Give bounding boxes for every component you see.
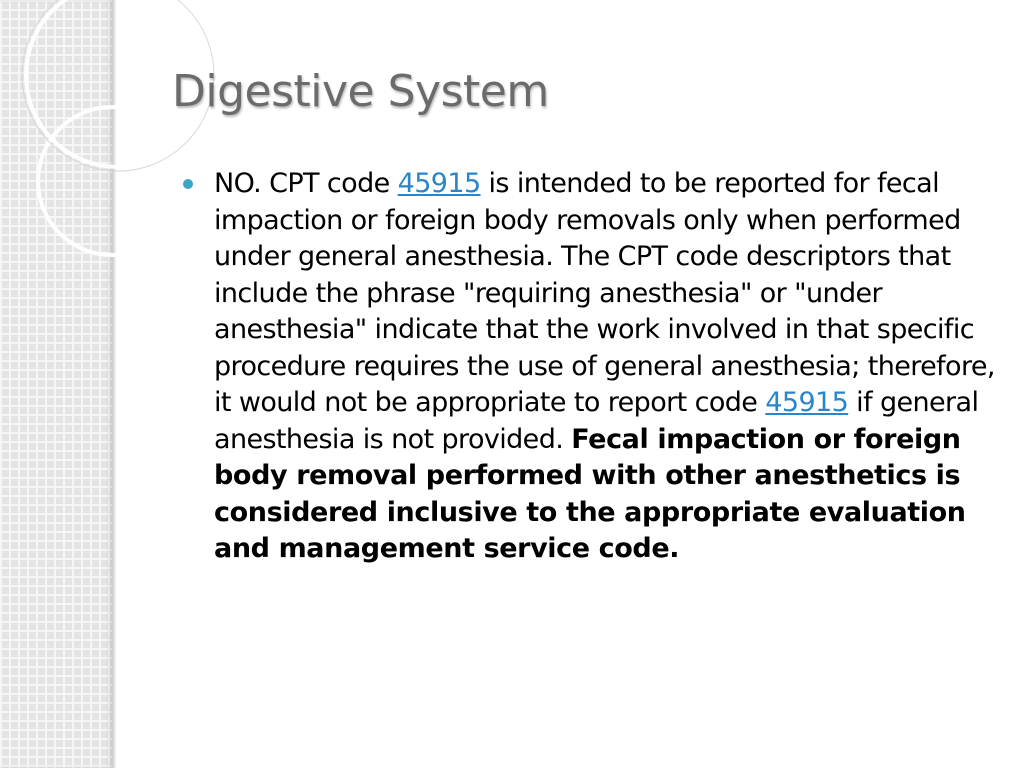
bullet-dot-icon bbox=[183, 179, 193, 189]
cpt-code-link-2[interactable]: 45915 bbox=[765, 387, 849, 418]
list-item bbox=[180, 166, 1000, 568]
bullet-text-part-2: is intended to be reported for fecal impaction or foreign body removals only when performed under general anesthesia. The CPT code descriptors that include the phrase "requiring anesthesia" or "under anesthesia" indicate that the work involved in that specific procedure requires the use of general anesthesia; therefore, it would not be appropriate to report code bbox=[214, 168, 995, 418]
cpt-code-link[interactable]: 45915 bbox=[397, 168, 481, 199]
bullet-text-part-3: if general anesthesia is not provided. bbox=[214, 387, 979, 455]
bullet-list bbox=[180, 166, 1000, 568]
bullet-text-part-1: NO. CPT code bbox=[214, 168, 398, 199]
bold-conclusion: Fecal impaction or foreign body removal performed with other anesthetics is considered inclusive to the appropriate evaluation and management service code. bbox=[214, 423, 966, 564]
slide-title: Digestive System bbox=[172, 66, 549, 117]
